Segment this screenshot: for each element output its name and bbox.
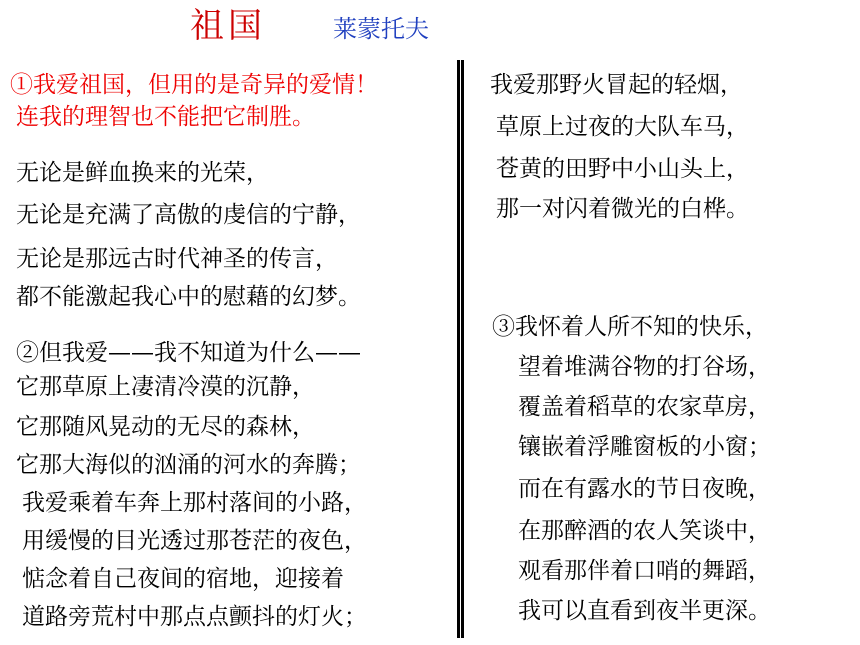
poem-line: 观看那伴着口哨的舞蹈， [518, 558, 771, 584]
poem-line: ③我怀着人所不知的快乐， [492, 314, 768, 340]
column-divider [457, 60, 464, 638]
poem-line: 用缓慢的目光透过那苍茫的夜色， [22, 528, 367, 554]
poem-line: 它那随风晃动的无尽的森林， [16, 414, 315, 440]
poem-line: 覆盖着稻草的农家草房， [518, 394, 771, 420]
poem-line: 在那醉酒的农人笑谈中， [518, 518, 771, 544]
poem-line: 无论是充满了高傲的虔信的宁静， [16, 202, 361, 228]
poem-line: 无论是鲜血换来的光荣， [16, 160, 269, 186]
poem-line: 道路旁荒村中那点点颤抖的灯火； [22, 604, 367, 630]
poem-line: ②但我爱——我不知道为什么—— [16, 340, 361, 366]
poem-line: 连我的理智也不能把它制胜。 [16, 104, 315, 130]
poem-line: 而在有露水的节日夜晚， [518, 476, 771, 502]
poem-line: 我可以直看到夜半更深。 [518, 598, 771, 624]
poem-line: 草原上过夜的大队车马， [496, 114, 749, 140]
poem-line: 那一对闪着微光的白桦。 [496, 196, 749, 222]
poem-author: 莱蒙托夫 [333, 15, 429, 43]
poem-line: 它那大海似的汹涌的河水的奔腾； [16, 452, 361, 478]
poem-line: 惦念着自己夜间的宿地，迎接着 [22, 566, 344, 592]
poem-line: 我爱乘着车奔上那村落间的小路， [22, 490, 367, 516]
poem-line: 镶嵌着浮雕窗板的小窗； [518, 434, 771, 460]
poem-line: 无论是那远古时代神圣的传言， [16, 246, 338, 272]
poem-line: 苍黄的田野中小山头上， [496, 156, 749, 182]
poem-line: ①我爱祖国，但用的是奇异的爱情！ [10, 72, 378, 98]
poem-line: 我爱那野火冒起的轻烟， [490, 72, 743, 98]
poem-line: 望着堆满谷物的打谷场， [518, 354, 771, 380]
poem-line: 都不能激起我心中的慰藉的幻梦。 [16, 284, 361, 310]
poem-line: 它那草原上凄清冷漠的沉静， [16, 374, 315, 400]
poem-title: 祖国 [190, 6, 266, 46]
